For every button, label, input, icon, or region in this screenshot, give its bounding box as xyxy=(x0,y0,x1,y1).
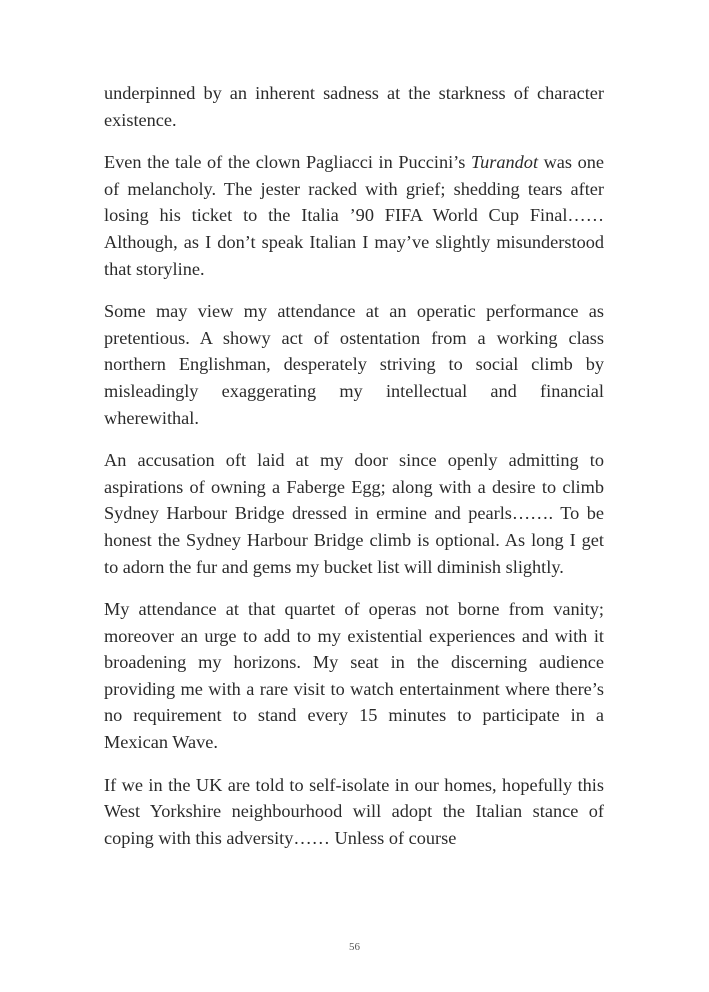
paragraph-6: If we in the UK are told to self-isolate in our homes, hopefully this West Yorkshire neighbourhood will adopt the Italian stance of coping with this adversity…… Unless of course xyxy=(104,774,604,848)
paragraph-1: underpinned by an inherent sadness at the starkness of character existence. xyxy=(104,83,604,130)
page-body xyxy=(104,80,604,851)
page-number: 56 xyxy=(349,941,360,953)
paragraph-3: Some may view my attendance at an operatic performance as pretentious. A showy act of ostentation from a working class northern Englishman, desperately striving to social climb by misleadingly exaggerating my intellectual and financial wherewithal. xyxy=(104,301,604,428)
paragraph-2-text-before: Even the tale of the clown Pagliacci in Puccini’s xyxy=(104,152,471,173)
paragraph-2 xyxy=(104,149,604,282)
paragraph-2-text-after: was one of melancholy. The jester racked with grief; shedding tears after losing his ticket to the Italia ’90 FIFA World Cup Final…… Although, as I don’t speak Italian I may’ve slightly misunderstood that storyline. xyxy=(104,152,605,279)
opera-title-italic: Turandot xyxy=(470,152,539,173)
paragraph-4: An accusation oft laid at my door since openly admitting to aspirations of owning a Faberge Egg; along with a desire to climb Sydney Harbour Bridge dressed in ermine and pearls……. To be honest the Sydney Harbour Bridge climb is optional. As long I get to adorn the fur and gems my bucket list will diminish slightly. xyxy=(104,450,604,577)
paragraph-5: My attendance at that quartet of operas not borne from vanity; moreover an urge to add to my existential experiences and with it broadening my horizons. My seat in the discerning audience providing me with a rare visit to watch entertainment where there’s no requirement to stand every 15 minutes to participate in a Mexican Wave. xyxy=(104,599,604,753)
